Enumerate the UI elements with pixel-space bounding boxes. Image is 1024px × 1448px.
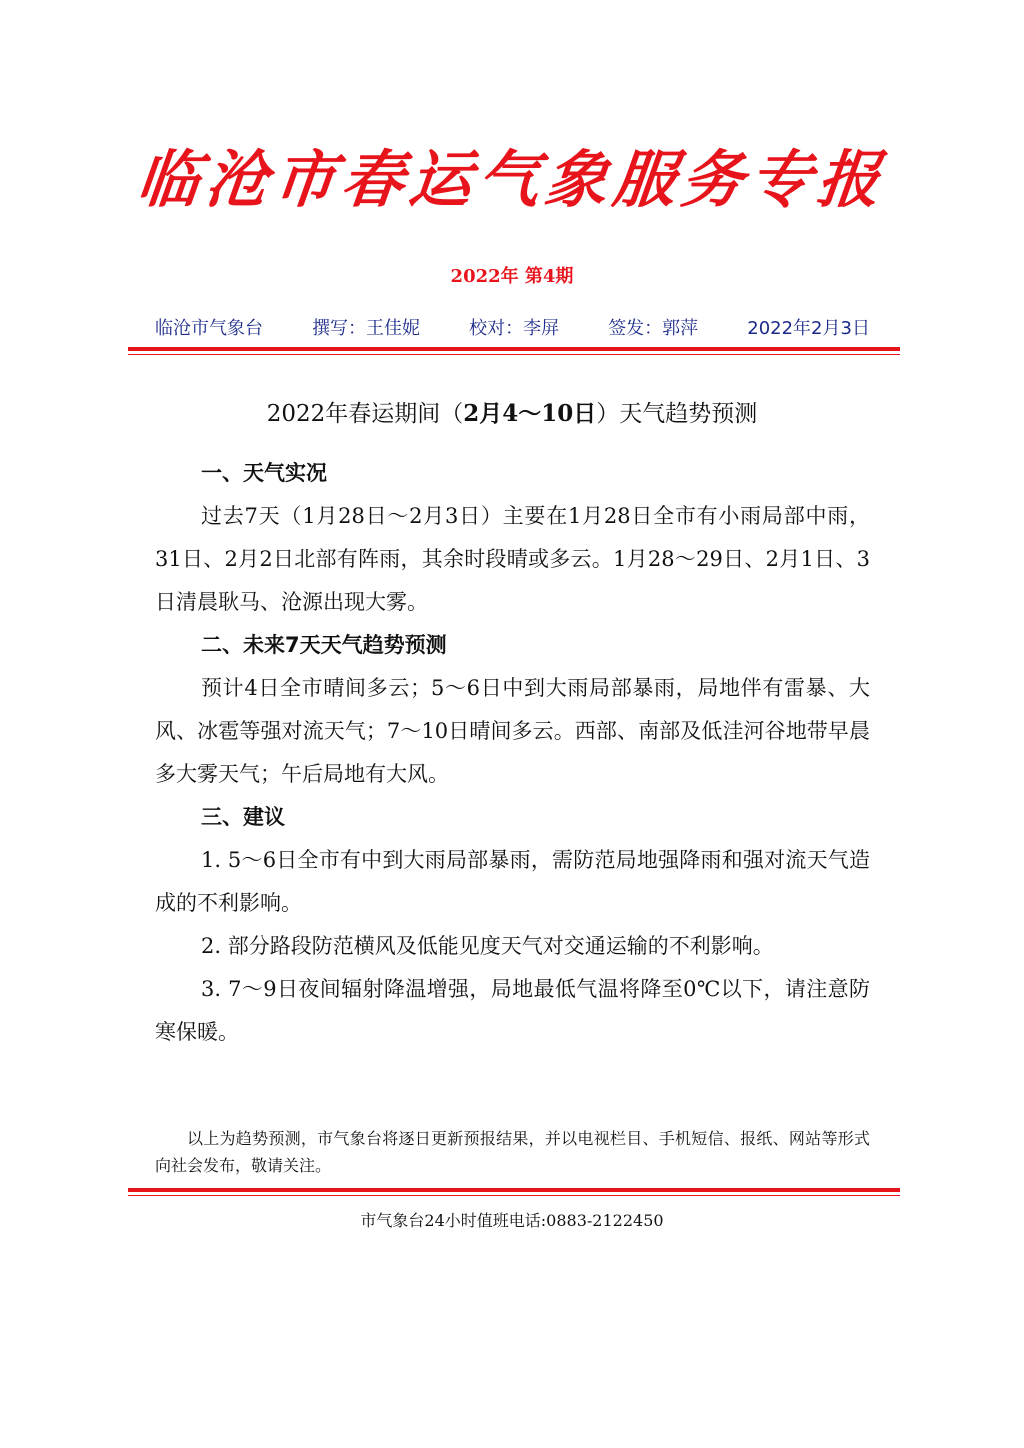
info-row bbox=[155, 314, 870, 340]
document-title bbox=[0, 395, 1024, 428]
divider-top-thin bbox=[128, 354, 900, 355]
divider-bottom-thin bbox=[128, 1195, 900, 1196]
section-heading-advice: 三、建议 bbox=[201, 805, 285, 829]
paragraph-observations: 过去7天（1月28日～2月3日）主要在1月28日全市有小雨局部中雨，31日、2月2日北部有阵雨，其余时段晴或多云。1月28～29日、2月1日、3日清晨耿马、沧源出现大雾。 bbox=[155, 504, 870, 614]
paragraph-advice-3: 3. 7～9日夜间辐射降温增强，局地最低气温将降至0℃以下，请注意防寒保暖。 bbox=[155, 977, 870, 1044]
paragraph-advice-1: 1. 5～6日全市有中到大雨局部暴雨，需防范局地强降雨和强对流天气造成的不利影响。 bbox=[155, 848, 870, 915]
closing-note: 以上为趋势预测，市气象台将逐日更新预报结果，并以电视栏目、手机短信、报纸、网站等形式向社会发布，敬请关注。 bbox=[155, 1129, 870, 1175]
proofreader: 校对：李屏 bbox=[469, 318, 560, 339]
issuer: 签发：郭萍 bbox=[608, 318, 699, 339]
document-body bbox=[155, 452, 870, 1054]
divider-bottom-thick bbox=[128, 1188, 900, 1192]
paragraph-advice-2: 2. 部分路段防范横风及低能见度天气对交通运输的不利影响。 bbox=[201, 934, 774, 958]
title-range: 2月4～10日 bbox=[463, 400, 597, 427]
section-heading-forecast: 二、未来7天天气趋势预测 bbox=[201, 633, 447, 657]
org-name: 临沧市气象台 bbox=[155, 318, 263, 339]
paragraph-forecast: 预计4日全市晴间多云；5～6日中到大雨局部暴雨，局地伴有雷暴、大风、冰雹等强对流天气；7～10日晴间多云。西部、南部及低洼河谷地带早晨多大雾天气；午后局地有大风。 bbox=[155, 676, 870, 786]
issue-date: 2022年2月3日 bbox=[747, 318, 870, 339]
footer-hotline: 市气象台24小时值班电话:0883-2122450 bbox=[360, 1211, 664, 1230]
title-suffix: ）天气趋势预测 bbox=[596, 401, 758, 427]
title-prefix: 2022年春运期间（ bbox=[266, 401, 464, 427]
divider-top-thick bbox=[128, 347, 900, 351]
author: 撰写：王佳妮 bbox=[312, 318, 421, 339]
masthead-title: 临沧市春运气象服务专报 bbox=[133, 143, 890, 216]
issue-number: 2022年 第4期 bbox=[450, 266, 574, 287]
section-heading-observations: 一、天气实况 bbox=[201, 461, 327, 485]
